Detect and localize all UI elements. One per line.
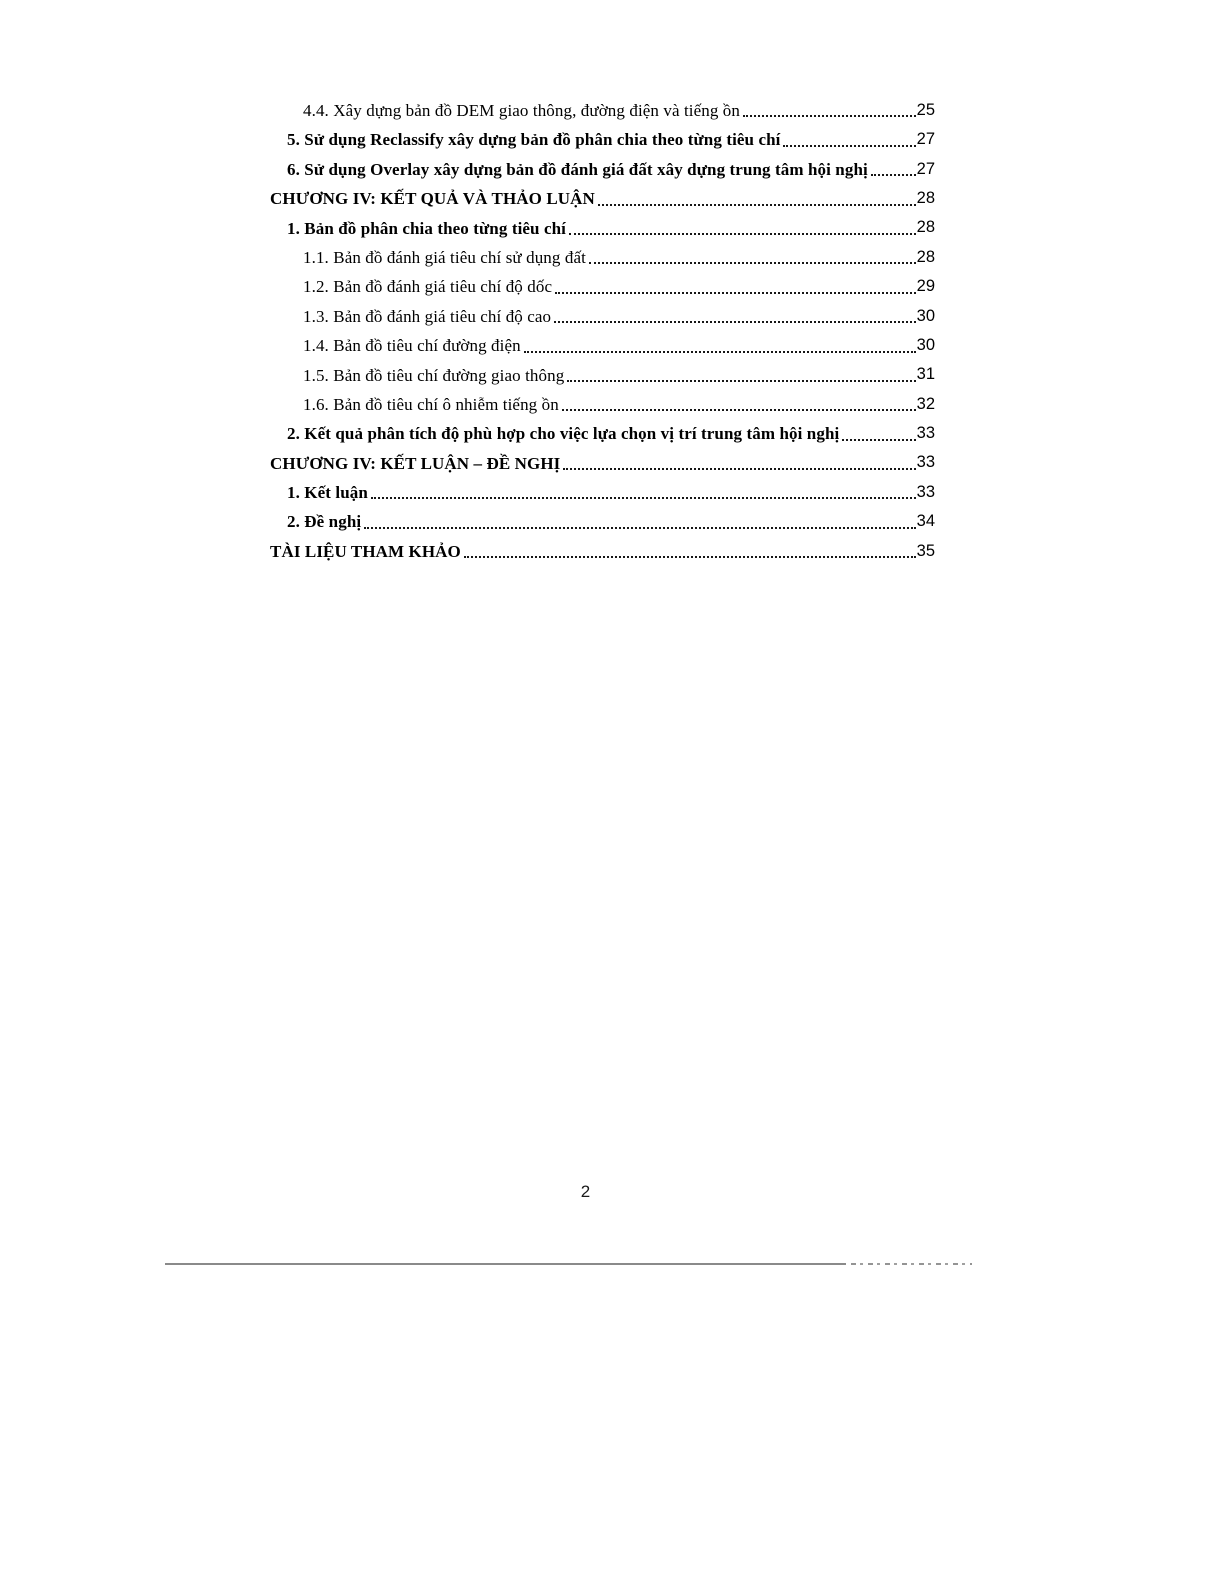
toc-entry (270, 125, 935, 154)
toc-leader-dots (524, 351, 916, 353)
toc-entry-page: 33 (916, 482, 935, 501)
toc-entry-page: 30 (916, 306, 935, 325)
toc-leader-dots (364, 527, 915, 529)
toc-entry (270, 243, 935, 272)
toc-entry-page: 25 (916, 100, 935, 119)
toc-entry-page: 32 (916, 394, 935, 413)
toc-entry-page: 34 (916, 512, 935, 531)
toc-entry-title: 1. Kết luận (287, 483, 368, 503)
toc-leader-dots (555, 292, 916, 294)
toc-leader-dots (563, 468, 915, 470)
toc-entry-title: 1.6. Bản đồ tiêu chí ô nhiễm tiếng ồn (303, 394, 559, 414)
toc-entry-title: 1.2. Bản đồ đánh giá tiêu chí độ dốc (303, 277, 553, 297)
toc-entry-title: 4.4. Xây dựng bản đồ DEM giao thông, đường điện và tiếng ồn (303, 100, 741, 120)
toc-entry-page: 31 (916, 365, 935, 384)
toc-entry (270, 449, 935, 478)
toc-entry-page: 28 (916, 188, 935, 207)
toc-leader-dots (842, 439, 915, 441)
toc-entry-page: 33 (916, 424, 935, 443)
footer-rule-dashes (851, 1263, 972, 1265)
toc-entry-title: 1.3. Bản đồ đánh giá tiêu chí độ cao (303, 306, 552, 326)
toc-entry (270, 507, 935, 536)
toc-entry-title: 2. Kết quả phân tích độ phù hợp cho việc lựa chọn vị trí trung tâm hội nghị (287, 424, 840, 444)
toc-leader-dots (569, 233, 916, 235)
toc-entry (270, 96, 935, 125)
toc-entry-title: 1.1. Bản đồ đánh giá tiêu chí sử dụng đất (303, 247, 586, 267)
toc-leader-dots (567, 380, 915, 382)
toc-leader-dots (743, 115, 916, 117)
toc-entry-title: CHƯƠNG IV: KẾT LUẬN – ĐỀ NGHỊ (270, 453, 561, 473)
toc-entry-page: 27 (916, 130, 935, 149)
toc-leader-dots (464, 556, 916, 558)
toc-entry-title: TÀI LIỆU THAM KHẢO (270, 541, 461, 561)
toc-entry-page: 28 (916, 218, 935, 237)
toc-entry (270, 537, 935, 566)
toc-entry-title: 5. Sử dụng Reclassify xây dựng bản đồ phân chia theo từng tiêu chí (287, 130, 781, 150)
toc-entry (270, 478, 935, 507)
toc-entry (270, 390, 935, 419)
toc-entry-title: 2. Đề nghị (287, 512, 362, 532)
toc-entry-page: 28 (916, 247, 935, 266)
toc-leader-dots (371, 497, 916, 499)
toc-entry (270, 184, 935, 213)
table-of-contents (270, 96, 935, 566)
toc-entry (270, 419, 935, 448)
toc-entry-title: CHƯƠNG IV: KẾT QUẢ VÀ THẢO LUẬN (270, 189, 595, 209)
toc-entry (270, 331, 935, 360)
toc-entry-page: 35 (916, 541, 935, 560)
toc-entry (270, 155, 935, 184)
toc-leader-dots (562, 409, 916, 411)
toc-entry-title: 1.4. Bản đồ tiêu chí đường điện (303, 336, 521, 356)
toc-leader-dots (871, 174, 916, 176)
footer-rule (165, 1263, 846, 1265)
toc-entry-page: 33 (916, 453, 935, 472)
toc-entry (270, 272, 935, 301)
toc-entry (270, 214, 935, 243)
toc-entry-page: 27 (916, 159, 935, 178)
toc-entry (270, 361, 935, 390)
toc-entry-page: 29 (916, 277, 935, 296)
toc-entry (270, 302, 935, 331)
toc-leader-dots (554, 321, 915, 323)
toc-leader-dots (589, 262, 916, 264)
toc-entry-page: 30 (916, 335, 935, 354)
page-number: 2 (580, 1182, 591, 1201)
toc-entry-title: 1. Bản đồ phân chia theo từng tiêu chí (287, 218, 566, 238)
toc-entry-title: 6. Sử dụng Overlay xây dựng bản đồ đánh giá đất xây dựng trung tâm hội nghị (287, 159, 868, 179)
toc-leader-dots (598, 204, 916, 206)
toc-entry-title: 1.5. Bản đồ tiêu chí đường giao thông (303, 365, 565, 385)
toc-leader-dots (783, 145, 915, 147)
